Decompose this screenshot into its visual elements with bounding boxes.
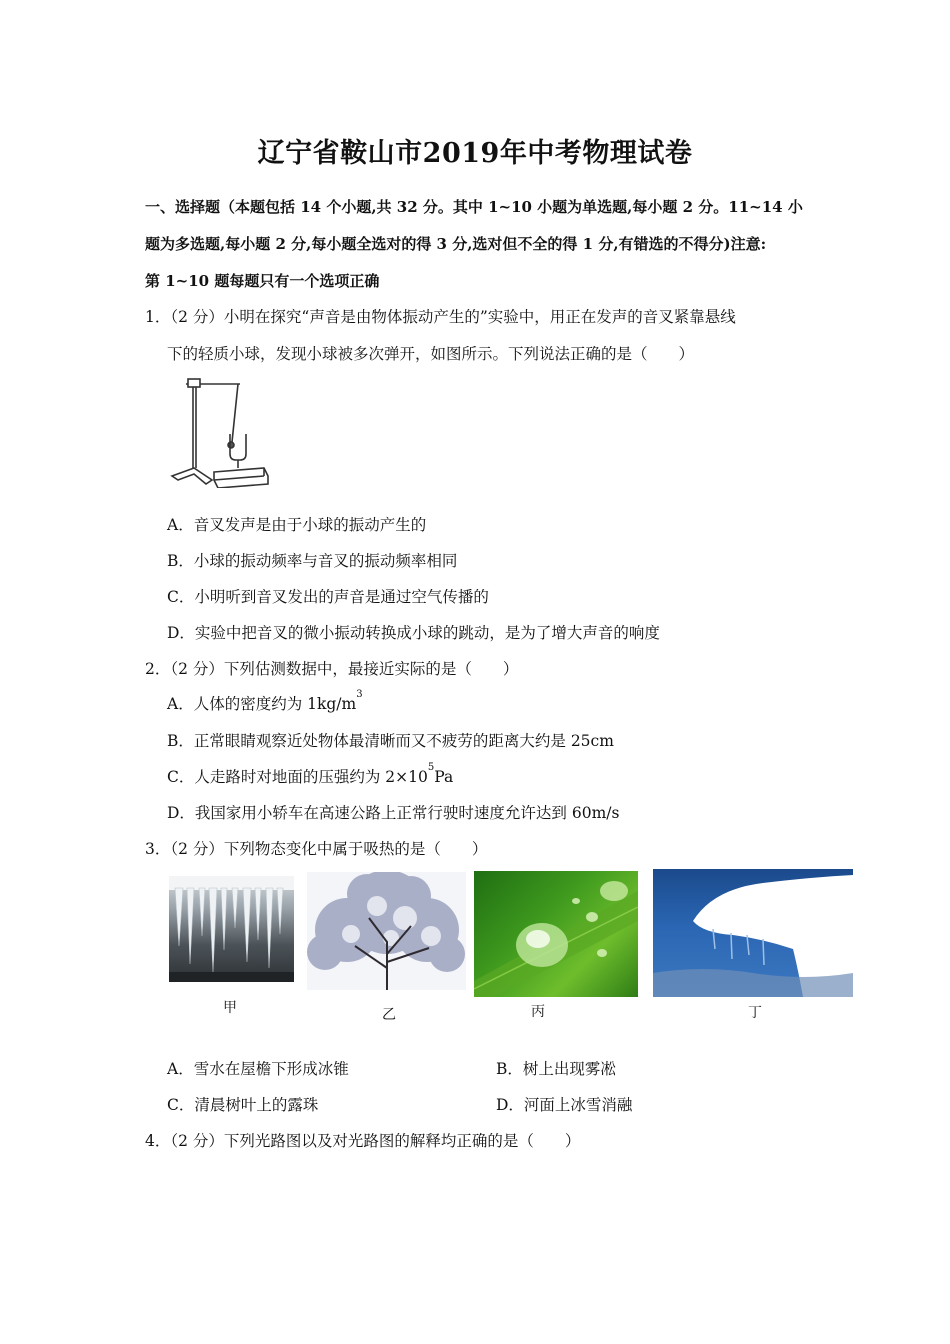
q3-option-d: D．河面上冰雪消融 (496, 1096, 633, 1114)
q1-option-d: D．实验中把音叉的微小振动转换成小球的跳动，是为了增大声音的响度 (167, 624, 660, 642)
section-header-line-3: 第 1~10 题每题只有一个选项正确 (145, 272, 380, 290)
rime-tree-photo (307, 872, 466, 990)
q2-option-d: D．我国家用小轿车在高速公路上正常行驶时速度允许达到 60m/s (167, 804, 620, 822)
q3-option-a: A．雪水在屋檐下形成冰锥 (167, 1060, 349, 1078)
q3-option-b: B．树上出现雾凇 (496, 1060, 616, 1078)
tuning-fork-apparatus-figure (168, 372, 278, 488)
q1-stem-line-2: 下的轻质小球，发现小球被多次弹开，如图所示。下列说法正确的是（ ） (167, 345, 695, 363)
q2-stem: 2．（2 分）下列估测数据中，最接近实际的是（ ） (145, 660, 519, 678)
q1-option-c: C．小明听到音叉发出的声音是通过空气传播的 (167, 588, 489, 606)
q2-option-a: A．人体的密度约为 $1kg/m^3$ (167, 689, 363, 713)
q1-stem-line-1: 1．（2 分）小明在探究“声音是由物体振动产生的”实验中，用正在发声的音叉紧靠悬线 (145, 308, 736, 326)
icicles-photo (169, 876, 294, 982)
q1-option-b: B．小球的振动频率与音叉的振动频率相同 (167, 552, 458, 570)
caption-bing: 丙 (531, 1004, 545, 1020)
q2-option-b: B．正常眼睛观察近处物体最清晰而又不疲劳的距离大约是 25cm (167, 732, 614, 750)
melting-ice-river-photo (653, 869, 853, 997)
dew-leaf-photo (474, 871, 638, 997)
q2-option-c-superscript: 5 (427, 762, 435, 773)
section-header-line-1: 一、选择题（本题包括 14 个小题,共 32 分。其中 1~10 小题为单选题,每小题 2 分。11~14 小 (145, 198, 803, 216)
q3-stem: 3．（2 分）下列物态变化中属于吸热的是（ ） (145, 840, 488, 858)
caption-jia: 甲 (223, 1000, 237, 1016)
q4-stem: 4．（2 分）下列光路图以及对光路图的解释均正确的是（ ） (145, 1132, 581, 1150)
q1-option-a: A．音叉发声是由于小球的振动产生的 (167, 516, 427, 534)
q3-option-c: C．清晨树叶上的露珠 (167, 1096, 319, 1114)
q2-option-c: C．人走路时对地面的压强约为 $2\times 10^5Pa$ (167, 762, 454, 786)
section-header-line-2: 题为多选题,每小题 2 分,每小题全选对的得 3 分,选对但不全的得 1 分,有错选的不得分)注意: (145, 235, 767, 253)
caption-ding: 丁 (748, 1005, 762, 1021)
page-title: 辽宁省鞍山市2019年中考物理试卷 (257, 138, 693, 169)
q2-option-a-superscript: 3 (356, 689, 363, 700)
caption-yi: 乙 (382, 1007, 396, 1023)
